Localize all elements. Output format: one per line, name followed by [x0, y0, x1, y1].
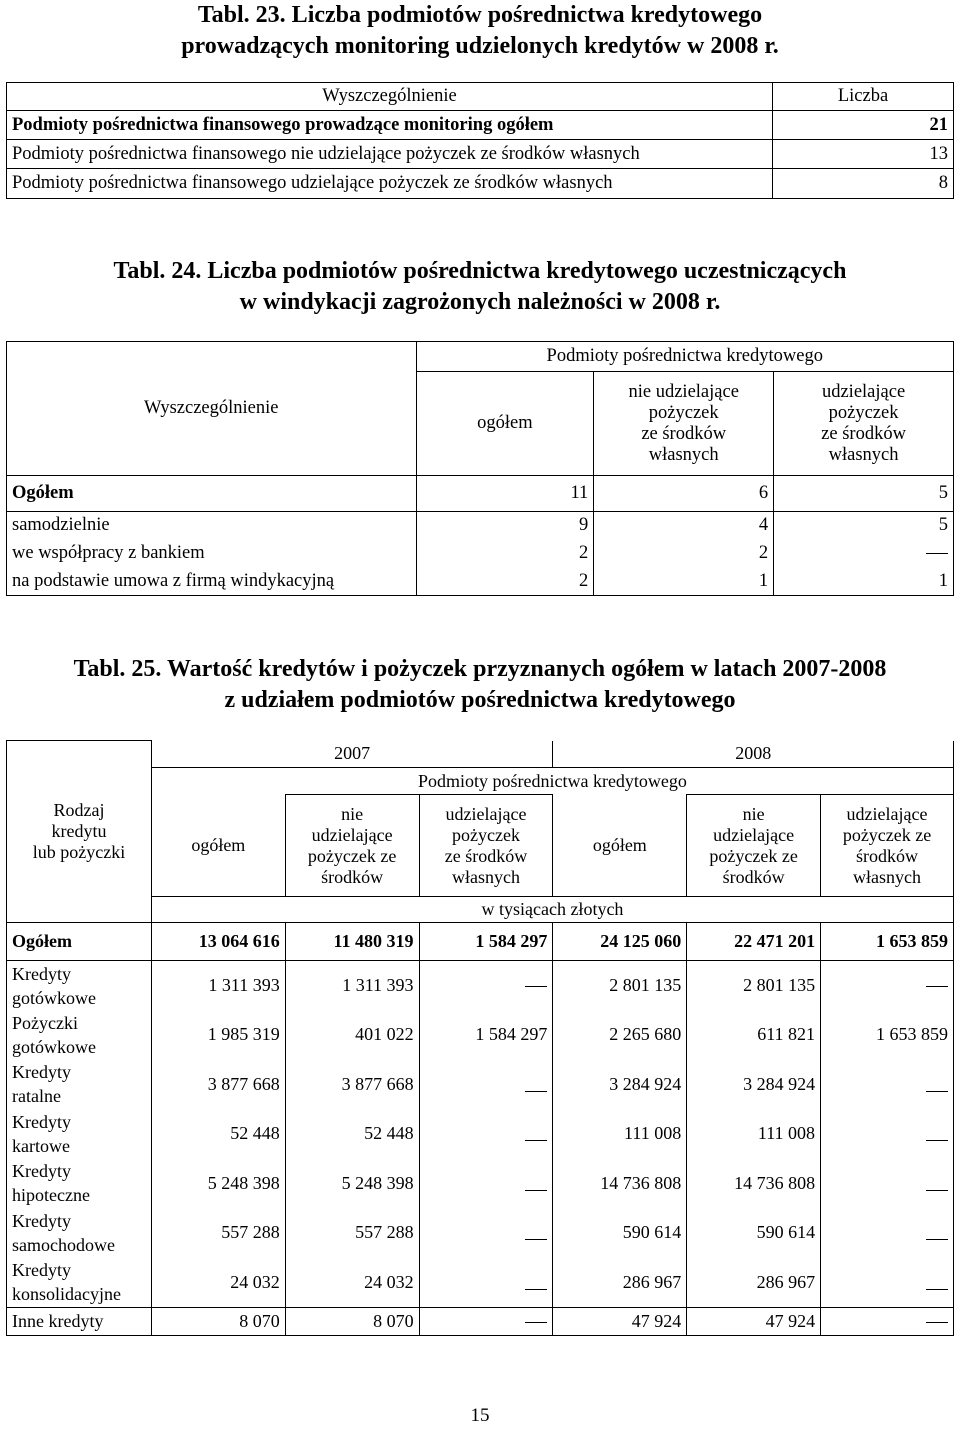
table-row [7, 1060, 954, 1110]
row-label: Kredyty gotówkowe [7, 961, 152, 1011]
dash-cell [419, 1208, 553, 1258]
t23-header-count: Liczba [773, 83, 954, 111]
value-cell: 557 288 [285, 1208, 419, 1258]
dash-cell [419, 1109, 553, 1159]
value-cell: 111 008 [687, 1109, 821, 1159]
t25-header-lending-2007: udzielające pożyczek ze środków własnych [419, 795, 553, 897]
row-label: Kredyty kartowe [7, 1109, 152, 1159]
t25-header-year-2007: 2007 [151, 741, 553, 768]
row-label: Kredyty ratalne [7, 1060, 152, 1110]
value-cell: 14 736 808 [553, 1159, 687, 1209]
dash-cell [821, 1208, 954, 1258]
table-row: we współpracy z bankiem 2 2 [7, 540, 954, 568]
value-cell: 3 284 924 [553, 1060, 687, 1110]
value-cell: 2 801 135 [687, 961, 821, 1011]
t25-unit: w tysiącach złotych [151, 897, 953, 923]
dash-cell [821, 1060, 954, 1110]
row-label: Kredyty samochodowe [7, 1208, 152, 1258]
dash-cell [821, 961, 954, 1011]
page-number: 15 [470, 1405, 490, 1426]
table-row: Podmioty pośrednictwa finansowego nie udzielające pożyczek ze środków własnych 13 [7, 140, 954, 169]
table-row [7, 1109, 954, 1159]
value-cell: 5 248 398 [151, 1159, 285, 1209]
dash-cell [419, 1258, 553, 1308]
t25-header-not-lending-2008: nie udzielające pożyczek ze środków [687, 795, 821, 897]
t24-header-total: ogółem [416, 372, 594, 476]
row-label: Pożyczki gotówkowe [7, 1010, 152, 1060]
t24-header-lending: udzielające pożyczek ze środków własnych [774, 372, 954, 476]
table-row [7, 961, 954, 1011]
dash-cell [821, 1159, 954, 1209]
table-row: Podmioty pośrednictwa finansowego udzielające pożyczek ze środków własnych 8 [7, 169, 954, 199]
t23-header-spec: Wyszczególnienie [7, 83, 773, 111]
t25-header-group: Podmioty pośrednictwa kredytowego [151, 768, 953, 795]
value-cell: 2 801 135 [553, 961, 687, 1011]
value-cell: 52 448 [285, 1109, 419, 1159]
dash-cell [419, 1307, 553, 1335]
t25-header-total-2008: ogółem [553, 795, 687, 897]
value-cell: 24 032 [151, 1258, 285, 1308]
table-row: Ogółem 11 6 5 [7, 476, 954, 512]
dash-cell [419, 1159, 553, 1209]
t25-header-kind: Rodzaj kredytu lub pożyczki [7, 741, 152, 923]
value-cell: 1 653 859 [821, 1010, 954, 1060]
value-cell: 590 614 [553, 1208, 687, 1258]
dash-cell [821, 1109, 954, 1159]
t24-header-spec: Wyszczególnienie [7, 342, 417, 476]
value-cell: 1 311 393 [151, 961, 285, 1011]
value-cell: 2 265 680 [553, 1010, 687, 1060]
value-cell: 3 877 668 [151, 1060, 285, 1110]
value-cell: 24 032 [285, 1258, 419, 1308]
value-cell: 286 967 [553, 1258, 687, 1308]
t25-body [7, 961, 954, 1308]
table-25 [6, 740, 954, 1336]
table-23 [6, 82, 954, 199]
value-cell: 3 284 924 [687, 1060, 821, 1110]
table-row [7, 1258, 954, 1308]
value-cell: 3 877 668 [285, 1060, 419, 1110]
value-cell: 286 967 [687, 1258, 821, 1308]
t24-header-not-lending: nie udzielające pożyczek ze środków własnych [594, 372, 774, 476]
dash-cell [821, 1258, 954, 1308]
value-cell: 590 614 [687, 1208, 821, 1258]
value-cell: 1 311 393 [285, 961, 419, 1011]
value-cell: 1 985 319 [151, 1010, 285, 1060]
t25-header-not-lending-2007: nie udzielające pożyczek ze środków [285, 795, 419, 897]
table-row [7, 1010, 954, 1060]
value-cell: 52 448 [151, 1109, 285, 1159]
row-label: Kredyty hipoteczne [7, 1159, 152, 1209]
table-row: Inne kredyty 8 070 8 070 47 924 47 924 [7, 1307, 954, 1335]
value-cell: 111 008 [553, 1109, 687, 1159]
value-cell: 611 821 [687, 1010, 821, 1060]
table-row: samodzielnie 9 4 5 [7, 512, 954, 540]
table-row: Ogółem 13 064 616 11 480 319 1 584 297 24 125 060 22 471 201 1 653 859 [7, 923, 954, 961]
table-24 [6, 341, 954, 596]
table-row [7, 1208, 954, 1258]
value-cell: 557 288 [151, 1208, 285, 1258]
value-cell: 14 736 808 [687, 1159, 821, 1209]
t25-header-total-2007: ogółem [151, 795, 285, 897]
table-row [7, 1159, 954, 1209]
dash-cell [419, 1060, 553, 1110]
t25-header-lending-2008: udzielające pożyczek ze środków własnych [821, 795, 954, 897]
dash-cell [821, 1307, 954, 1335]
table-row: na podstawie umowa z firmą windykacyjną 2 1 1 [7, 568, 954, 596]
table-row: Podmioty pośrednictwa finansowego prowadzące monitoring ogółem 21 [7, 111, 954, 140]
table-23-title: Tabl. 23. Liczba podmiotów pośrednictwa kredytowego prowadzących monitoring udzielonych kredytów w 2008 r. [181, 2, 779, 59]
dash-cell [774, 540, 954, 568]
table-25-title: Tabl. 25. Wartość kredytów i pożyczek przyznanych ogółem w latach 2007-2008 z udziałem podmiotów pośrednictwa kredytowego [73, 656, 887, 713]
table-24-title: Tabl. 24. Liczba podmiotów pośrednictwa kredytowego uczestniczących w windykacji zagrożonych należności w 2008 r. [113, 258, 847, 315]
value-cell: 5 248 398 [285, 1159, 419, 1209]
dash-cell [419, 961, 553, 1011]
t24-header-group: Podmioty pośrednictwa kredytowego [416, 342, 953, 372]
value-cell: 401 022 [285, 1010, 419, 1060]
t25-header-year-2008: 2008 [553, 741, 954, 768]
row-label: Kredyty konsolidacyjne [7, 1258, 152, 1308]
value-cell: 1 584 297 [419, 1010, 553, 1060]
